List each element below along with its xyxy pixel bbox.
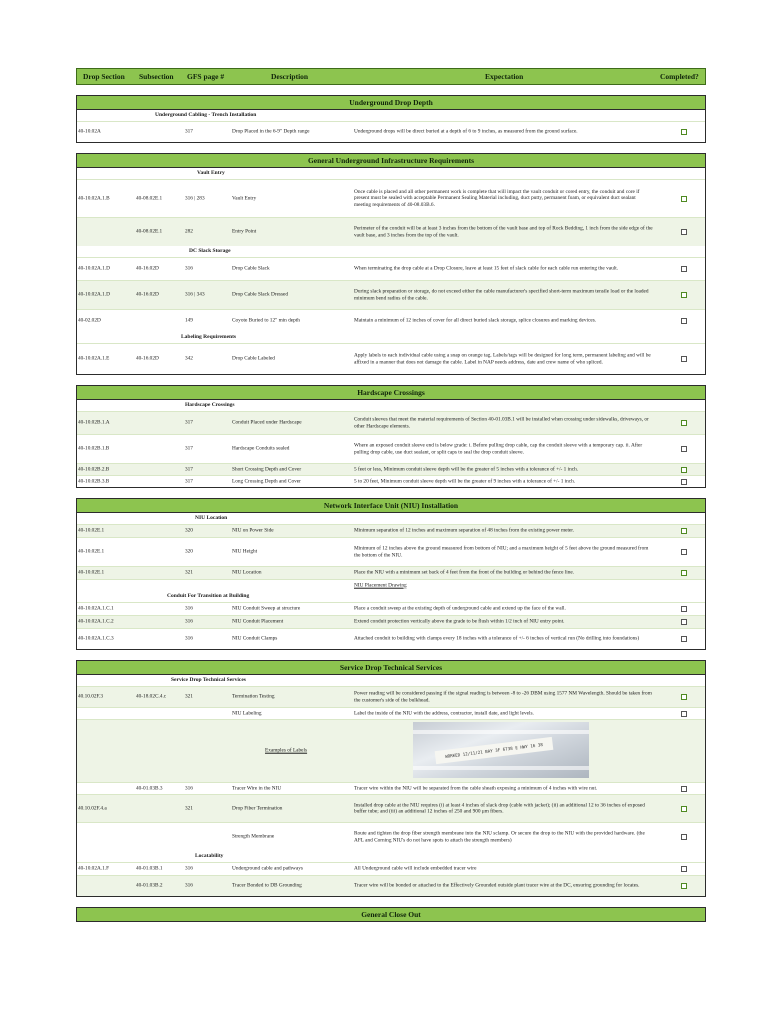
subheading: Labeling Requirements: [181, 334, 237, 340]
table-row: 40-10.02A.1.C.2 316 NIU Conduit Placement Extend conduit protection vertically above the grade to be flush within 1/2 inch of NIU entry point.: [77, 615, 705, 628]
subheading: NIU Location: [195, 515, 228, 521]
table-row: 40.10.02F.3 40-18.02C.4.c 321 Termination Testing Power reading will be considered passing if the signal reading is between -8 to -26 DBM using 1577 NM Wavelength. Should be taken from the customer's side of the bulkhead.: [77, 686, 705, 707]
table-row: [77, 579, 705, 591]
section-general-close-out: General Close Out: [76, 907, 706, 922]
table-row: 40-02.02D 149 Coyote Buried to 12" min depth Maintain a minimum of 12 inches of cover for all direct buried slack storage, splice closures and marking devices.: [77, 309, 705, 332]
table-row: 40-10.02A.1.B 40-08.02E.1 316 | 283 Vault Entry Once cable is placed and all other permanent work is complete that will impact the vault conduit or cored entry, the conduit and core if present must be sealed with acceptable Permanent Sealing Material including, duct putty, permanent foam, or equivalent duct sealant meeting requirements of 40-08.03B.6.: [77, 179, 705, 217]
completed-checkbox[interactable]: [681, 786, 687, 792]
col-subsection: Subsection: [139, 72, 174, 81]
completed-checkbox[interactable]: [681, 711, 687, 717]
completed-checkbox[interactable]: [681, 479, 687, 485]
table-row: Strength Membrane Route and tighten the drop fiber strength membrane into the NIU sclamp. Or secure the drop to the NIU with the provided hardware. (the AFL and Corning NIU's do not have spots to attach the strength members): [77, 822, 705, 851]
section-service-drop: [76, 660, 706, 897]
completed-checkbox[interactable]: [681, 229, 687, 235]
completed-checkbox[interactable]: [681, 318, 687, 324]
table-row: 40-01.03B.3 316 Tracer Wire in the NIU Tracer wire within the NIU will be separated from the cable sheath exposing a minimum of 4 inches with wire nut.: [77, 782, 705, 794]
subheading: Underground Cabling - Trench Installation: [155, 112, 257, 118]
table-row: 40-10.02A.1.C.1 316 NIU Conduit Sweep at structure Place a conduit sweep at the existing depth of underground cable and extend up the face of the wall.: [77, 602, 705, 615]
section-title: Hardscape Crossings: [77, 386, 705, 400]
completed-checkbox[interactable]: [681, 606, 687, 612]
completed-checkbox[interactable]: [681, 446, 687, 452]
completed-checkbox[interactable]: [681, 883, 687, 889]
table-row: 40-10.02A.1.E 40-16.02D 342 Drop Cable Labeled Apply labels to each individual cable using a snap on orange tag. Labels/tags will be designed for long term, permanent labeling and will be affixed in a manner that does not damage the cable. Label in NAP needs address, date and crew name of who spliced.: [77, 343, 705, 374]
col-gfs-page: GFS page #: [187, 72, 225, 81]
examples-of-labels-link[interactable]: Examples of Labels: [265, 747, 308, 754]
completed-checkbox[interactable]: [681, 467, 687, 473]
subheading: Conduit For Transition at Building: [167, 593, 250, 599]
completed-checkbox[interactable]: [681, 129, 687, 135]
table-row: 40-01.03B.2 316 Tracer Bonded to DB Grounding Tracer wire will be bonded or attached to the Effectively Grounded outside plant tracer wire at the DC, ensuring grounding for locates.: [77, 875, 705, 896]
completed-checkbox[interactable]: [681, 570, 687, 576]
completed-checkbox[interactable]: [681, 834, 687, 840]
table-row: 40-10.02A.1.D 40-16.02D 316 | 343 Drop Cable Slack Dressed During slack preparation or storage, do not exceed either the cable manufacturer's specified short-term maximum tensile load or the loaded minimum bend radius of the cable.: [77, 280, 705, 309]
col-description: Description: [271, 72, 309, 81]
subheading: Vault Entry: [197, 170, 225, 176]
completed-checkbox[interactable]: [681, 636, 687, 642]
completed-checkbox[interactable]: [681, 420, 687, 426]
completed-checkbox[interactable]: [681, 528, 687, 534]
table-row: 40-10.02A.1.D 40-16.02D 316 Drop Cable Slack When terminating the drop cable at a Drop Closure, leave at least 15 feet of slack cable for each cable run entering the vault.: [77, 257, 705, 280]
subheading: DC Slack Storage: [189, 248, 231, 254]
checklist-sheet: [76, 68, 706, 922]
table-row: 40-10.02E.1 320 NIU Height Minimum of 12 inches above the ground measured from bottom of NIU; and a maximum height of 5 feet above the ground measured from the bottom of the NIU.: [77, 537, 705, 566]
table-row: 40-08.02E.1 282 Entry Point Perimeter of the conduit will be at least 3 inches from the bottom of the vault base and top of Rock Bedding, 1 inch from the side edge of the vault base, and 3 inches from the top of the vault.: [77, 217, 705, 246]
table-row: 40-10.02E.1 321 NIU Location Place the NIU with a minimum set back of 4 feet from the front of the building or behind the fence line.: [77, 566, 705, 579]
label-photo: WORKED 12/11/21 BAY 3F 6738 E HWY 16 38: [413, 722, 589, 778]
completed-checkbox[interactable]: [681, 694, 687, 700]
subheading: Service Drop Technical Services: [171, 677, 246, 683]
table-row: NIU Labeling Label the inside of the NIU with the address, contractor, install date, and light levels.: [77, 707, 705, 719]
completed-checkbox[interactable]: [681, 866, 687, 872]
section-title: Network Interface Unit (NIU) Installation: [77, 499, 705, 513]
subheading: Hardscape Crossings: [185, 402, 235, 408]
completed-checkbox[interactable]: [681, 619, 687, 625]
section-title: General Underground Infrastructure Requirements: [77, 154, 705, 168]
completed-checkbox[interactable]: [681, 356, 687, 362]
completed-checkbox[interactable]: [681, 549, 687, 555]
table-row: 40-10.02A.1.F 40-01.03B.1 316 Underground cable and pathways All Underground cable will include embedded tracer wire: [77, 862, 705, 875]
table-row: 40-10.02B.1.A 317 Conduit Placed under Hardscape Conduit sleeves that meet the material requirements of Section 40-01.03B.1 will be installed when crossing under sidewalks, driveways, or other Hardscape elements.: [77, 411, 705, 434]
section-underground-drop-depth: [76, 95, 706, 143]
niu-placement-drawing-link[interactable]: NIU Placement Drawing: [354, 582, 407, 589]
section-title: Service Drop Technical Services: [77, 661, 705, 675]
col-expectation: Expectation: [485, 72, 524, 81]
table-row: 40-10.02E.1 320 NIU on Power Side Minimum separation of 12 inches and maximum separation of 48 inches from the existing power meter.: [77, 524, 705, 537]
completed-checkbox[interactable]: [681, 196, 687, 202]
completed-checkbox[interactable]: [681, 806, 687, 812]
completed-checkbox[interactable]: [681, 292, 687, 298]
section-hardscape-crossings: [76, 385, 706, 488]
table-row: 40-10.02B.1.B 317 Hardscape Conduits sealed Where an exposed conduit sleeve end is below grade: i. Before pulling drop cable, cap the conduit sleeve with a temporary cap. ii. After pulling drop cable, use duct sealant, or split caps to seal the drop conduit sleeve.: [77, 434, 705, 463]
table-row: 40-10.02A 317 Drop Placed in the 6-9" Depth range Underground drops will be direct buried at a depth of 6 to 9 inches, as measured from the ground surface.: [77, 121, 705, 142]
section-title: Underground Drop Depth: [77, 96, 705, 110]
completed-checkbox[interactable]: [681, 266, 687, 272]
column-header-bar: [76, 68, 706, 85]
col-drop-section: Drop Section: [83, 72, 125, 81]
section-niu-installation: [76, 498, 706, 650]
section-general-underground: [76, 153, 706, 375]
table-row: 40-10.02B.2.B 317 Short Crossing Depth and Cover 5 feet or less, Minimum conduit sleeve depth will be the greater of 5 inches with a tolerance of +/- 1 inch.: [77, 463, 705, 475]
col-completed: Completed?: [660, 72, 699, 81]
table-row: 40-10.02A.1.C.3 316 NIU Conduit Clamps Attached conduit to building with clamps every 18 inches with a tolerance of +/- 6 inches of vertical run (No drilling into foundations): [77, 628, 705, 649]
table-row: 40-10.02B.3.B 317 Long Crossing Depth and Cover 5 to 20 feet, Minimum conduit sleeve depth will be the greater of 9 inches with a tolerance of +/- 1 inch.: [77, 475, 705, 487]
subheading: Locatability: [195, 853, 224, 859]
examples-of-labels-row: [77, 719, 705, 782]
table-row: 40.10.02F.4.a 321 Drop Fiber Termination Installed drop cable at the NIU requires (i) at least 4 inches of slack drop (cable with jacket); (ii) an additional 12 to 36 inches of exposed buffer tube; and (iii) an additional 12 inches of 250 and 900 μm fibers.: [77, 794, 705, 822]
